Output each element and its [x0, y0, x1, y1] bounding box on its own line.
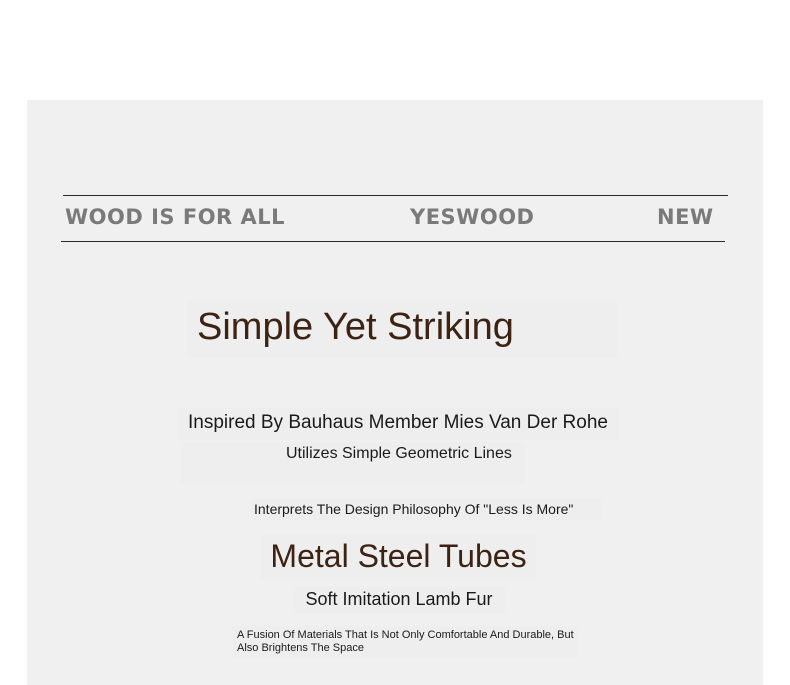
ticker-item-yeswood: YESWOOD [410, 205, 535, 229]
content-panel [27, 100, 763, 685]
description-materials: A Fusion Of Materials That Is Not Only Comfortable And Durable, But Also Brightens The Space [233, 626, 577, 658]
subtitle-inspired: Inspired By Bauhaus Member Mies Van Der Rohe [177, 408, 619, 440]
divider-bottom [61, 241, 725, 242]
subtitle-philosophy: Interprets The Design Philosophy Of "Less Is More" [251, 498, 601, 520]
section-heading-metal: Metal Steel Tubes [261, 534, 536, 580]
subtitle-geometric: Utilizes Simple Geometric Lines [181, 442, 525, 484]
page-title: Simple Yet Striking [187, 300, 617, 358]
divider-top [63, 195, 728, 196]
subtitle-lamb-fur: Soft Imitation Lamb Fur [293, 586, 505, 614]
ticker-item-wood-is-for-all: WOOD IS FOR ALL [65, 205, 286, 229]
ticker-item-new: NEW [657, 205, 714, 229]
